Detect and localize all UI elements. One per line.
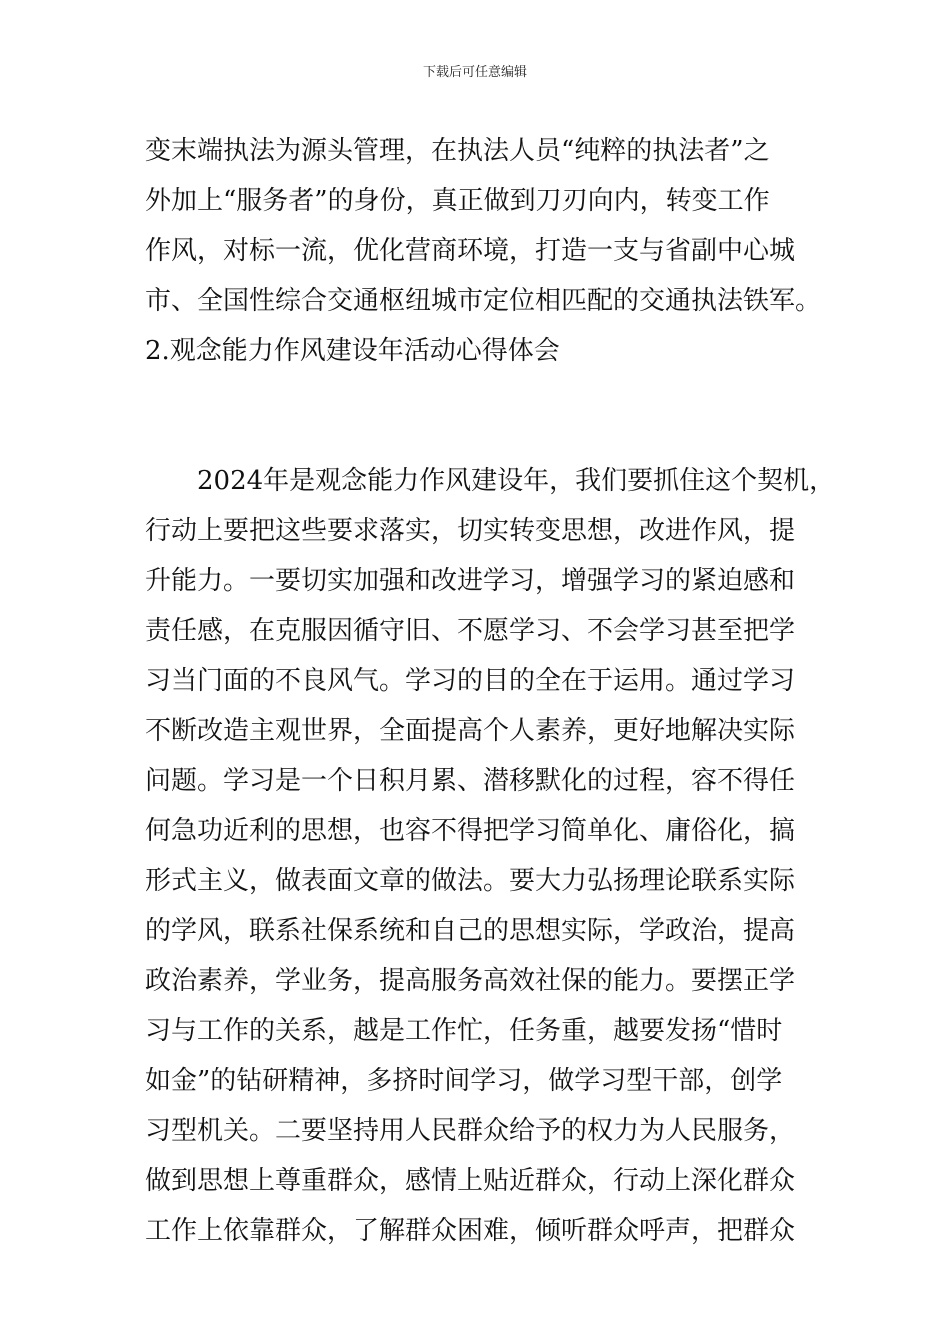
text-line: 市、全国性综合交通枢纽城市定位相匹配的交通执法铁军。: [145, 286, 822, 316]
text-line: 何急功近利的思想，也容不得把学习简单化、庸俗化，搞: [145, 816, 796, 846]
text-line: 如金”的钻研精神，多挤时间学习，做学习型干部，创学: [145, 1066, 783, 1096]
text-line: 形式主义，做表面文章的做法。要大力弘扬理论联系实际: [145, 866, 796, 896]
text-line: 外加上“服务者”的身份，真正做到刀刃向内，转变工作: [145, 186, 770, 216]
text-line: 习与工作的关系，越是工作忙，任务重，越要发扬“惜时: [145, 1016, 783, 1046]
text-line: 2024年是观念能力作风建设年，我们要抓住这个契机，: [145, 466, 836, 496]
text-line: 工作上依靠群众，了解群众困难，倾听群众呼声，把群众: [145, 1216, 796, 1246]
text-line: 的学风，联系社保系统和自己的思想实际，学政治，提高: [145, 916, 796, 946]
text-line: 习型机关。二要坚持用人民群众给予的权力为人民服务，: [145, 1116, 796, 1146]
text-line: 升能力。一要切实加强和改进学习，增强学习的紧迫感和: [145, 566, 796, 596]
text-line: 不断改造主观世界，全面提高个人素养，更好地解决实际: [145, 716, 796, 746]
document-body: [145, 126, 845, 1256]
text-line: 变末端执法为源头管理，在执法人员“纯粹的执法者”之: [145, 136, 770, 166]
text-line: 责任感，在克服因循守旧、不愿学习、不会学习甚至把学: [145, 616, 796, 646]
text-line: 做到思想上尊重群众，感情上贴近群众，行动上深化群众: [145, 1166, 796, 1196]
section-heading: 2.观念能力作风建设年活动心得体会: [145, 336, 560, 366]
paragraph-gap: [145, 376, 845, 456]
text-line: 问题。学习是一个日积月累、潜移默化的过程，容不得任: [145, 766, 796, 796]
text-line: 习当门面的不良风气。学习的目的全在于运用。通过学习: [145, 666, 796, 696]
text-line: 行动上要把这些要求落实，切实转变思想，改进作风，提: [145, 516, 796, 546]
text-line: 政治素养，学业务，提高服务高效社保的能力。要摆正学: [145, 966, 796, 996]
text-line: 作风，对标一流，优化营商环境，打造一支与省副中心城: [145, 236, 796, 266]
page-header: 下载后可任意编辑: [422, 65, 527, 80]
